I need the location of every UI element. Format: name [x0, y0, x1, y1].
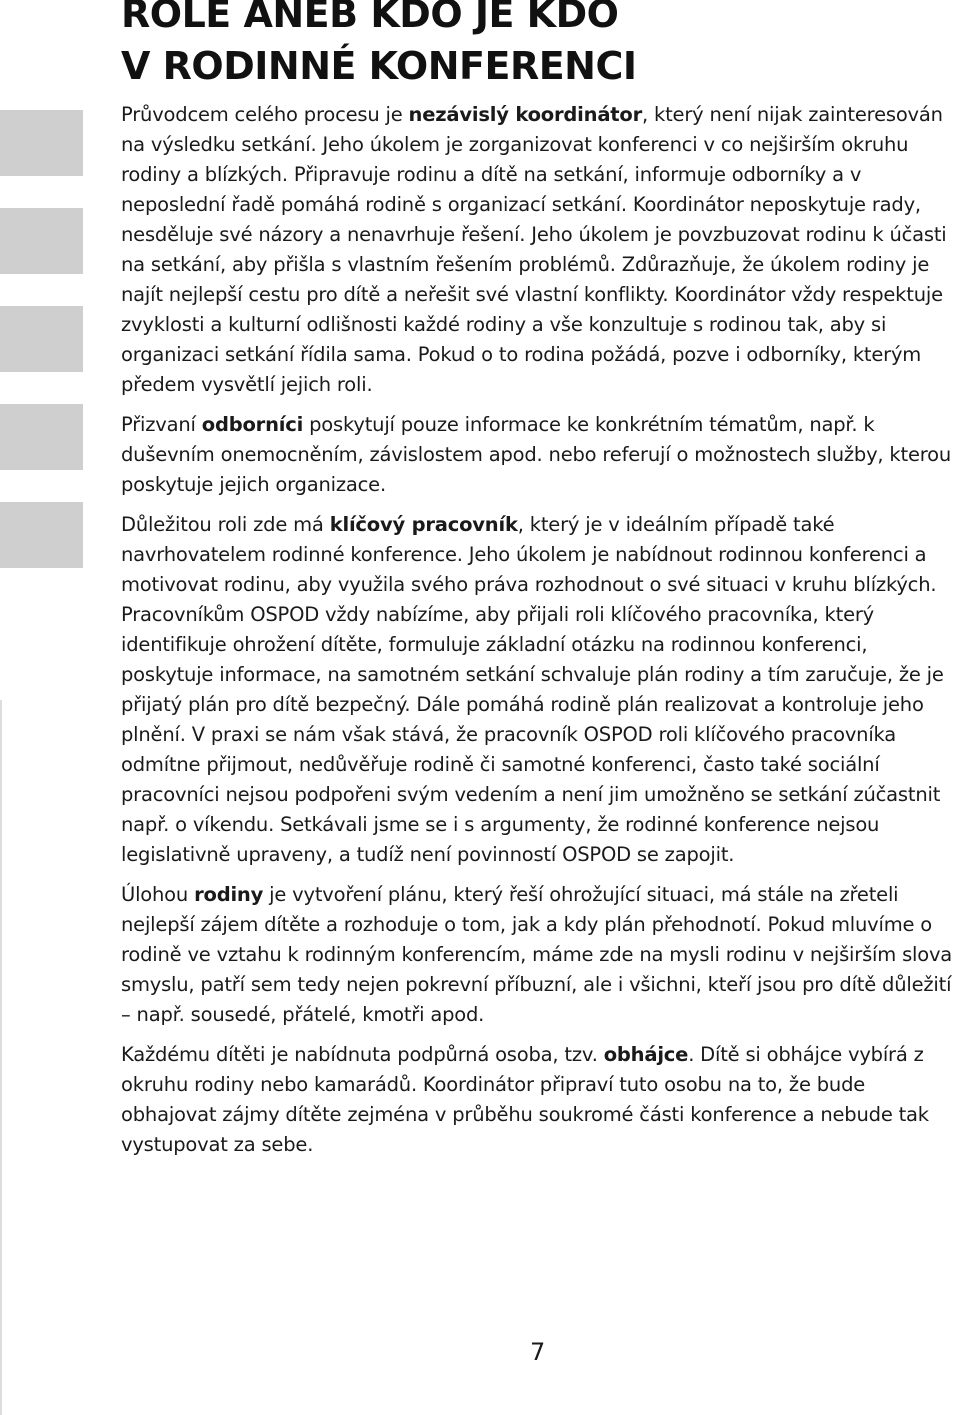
paragraph-text: , který je v ideálním případě také navrhovatelem rodinné konference. Jeho úkolem je nabídnout rodinnou konferenci a motivovat rodinu, aby využila svého práva rozhodnout o své situaci v kruhu blízkých. Pracovníkům OSPOD vždy nabízíme, aby přijali roli klíčového pracovníka, který identifikuje ohrožení dítěte, formuluje základní otázku na rodinnou konferenci, poskytuje informace, na samotném setkání schvaluje plán rodiny a tím zaručuje, že je přijatý plán pro dítě bezpečný. Dále pomáhá rodině plán realizovat a kontroluje jeho plnění. V praxi se nám však stává, že pracovník OSPOD roli klíčového pracovníka odmítne přijmout, nedůvěřuje rodině či samotné konferenci, často také sociální pracovníci nejsou podpořeni svým vedením a není jim umožněno se setkání zúčastnit např. o víkendu. Setkávali jsme se i s argumenty, že rodinné konference nejsou legislativně upraveny, a tudíž není povinností OSPOD se zapojit. [121, 513, 944, 866]
page-title [121, 0, 637, 92]
paragraph-family [121, 880, 953, 1030]
paragraph-advocate [121, 1040, 953, 1160]
body-text [121, 100, 953, 1170]
paragraph-text: Průvodcem celého procesu je [121, 103, 409, 126]
emphasis-term: klíčový pracovník [329, 513, 518, 536]
side-tab-5 [0, 502, 83, 568]
side-tab-3 [0, 306, 83, 372]
side-tab-1 [0, 110, 83, 176]
emphasis-term: rodiny [194, 883, 264, 906]
paragraph-text: Úlohou [121, 883, 195, 906]
emphasis-term: nezávislý koordinátor [408, 103, 643, 126]
paragraph-text: poskytují pouze informace ke konkrétním tématům, např. k duševním onemocněním, závislostem apod. nebo referují o možnostech služby, kterou poskytuje jejich organizace. [121, 413, 952, 496]
paragraph-text: Důležitou roli zde má [121, 513, 330, 536]
paragraph-key-worker [121, 510, 953, 870]
page-number: 7 [530, 1338, 546, 1366]
emphasis-term: obhájce [603, 1043, 689, 1066]
page-title-line-2: V RODINNÉ KONFERENCI [121, 44, 637, 88]
page-title-line-1: ROLE ANEB KDO JE KDO [121, 0, 619, 36]
side-tab-4 [0, 404, 83, 470]
side-rule [0, 700, 2, 1415]
paragraph-text: je vytvoření plánu, který řeší ohrožující situaci, má stále na zřeteli nejlepší zájem dítěte a rozhoduje o tom, jak a kdy plán přehodnotí. Pokud mluvíme o rodině ve vztahu k rodinným konferencím, máme zde na mysli rodinu v nejširším slova smyslu, patří sem tedy nejen pokrevní příbuzní, ale i všichni, kteří jsou pro dítě důležití – např. sousedé, přátelé, kmotři apod. [121, 883, 953, 1026]
side-tab-2 [0, 208, 83, 274]
paragraph-text: Každému dítěti je nabídnuta podpůrná osoba, tzv. [121, 1043, 604, 1066]
emphasis-term: odborníci [201, 413, 304, 436]
paragraph-experts [121, 410, 953, 500]
paragraph-text: Přizvaní [121, 413, 202, 436]
paragraph-text: , který není nijak zainteresován na výsledku setkání. Jeho úkolem je zorganizovat konferenci v co nejširším okruhu rodiny a blízkých. Připravuje rodinu a dítě na setkání, informuje odborníky a v neposlední řadě pomáhá rodině s organizací setkání. Koordinátor neposkytuje rady, nesděluje své názory a nenavrhuje řešení. Jeho úkolem je povzbuzovat rodinu k účasti na setkání, aby přišla s vlastním řešením problémů. Zdůrazňuje, že úkolem rodiny je najít nejlepší cestu pro dítě a neřešit své vlastní konflikty. Koordinátor vždy respektuje zvyklosti a kulturní odlišnosti každé rodiny a vše konzultuje s rodinou tak, aby si organizaci setkání řídila sama. Pokud o to rodina požádá, pozve i odborníky, kterým předem vysvětlí jejich roli. [121, 103, 947, 396]
paragraph-coordinator [121, 100, 953, 400]
paragraph-text: . Dítě si obhájce vybírá z okruhu rodiny nebo kamarádů. Koordinátor připraví tuto osobu na to, že bude obhajovat zájmy dítěte zejména v průběhu soukromé části konference a nebude tak vystupovat za sebe. [121, 1043, 929, 1156]
